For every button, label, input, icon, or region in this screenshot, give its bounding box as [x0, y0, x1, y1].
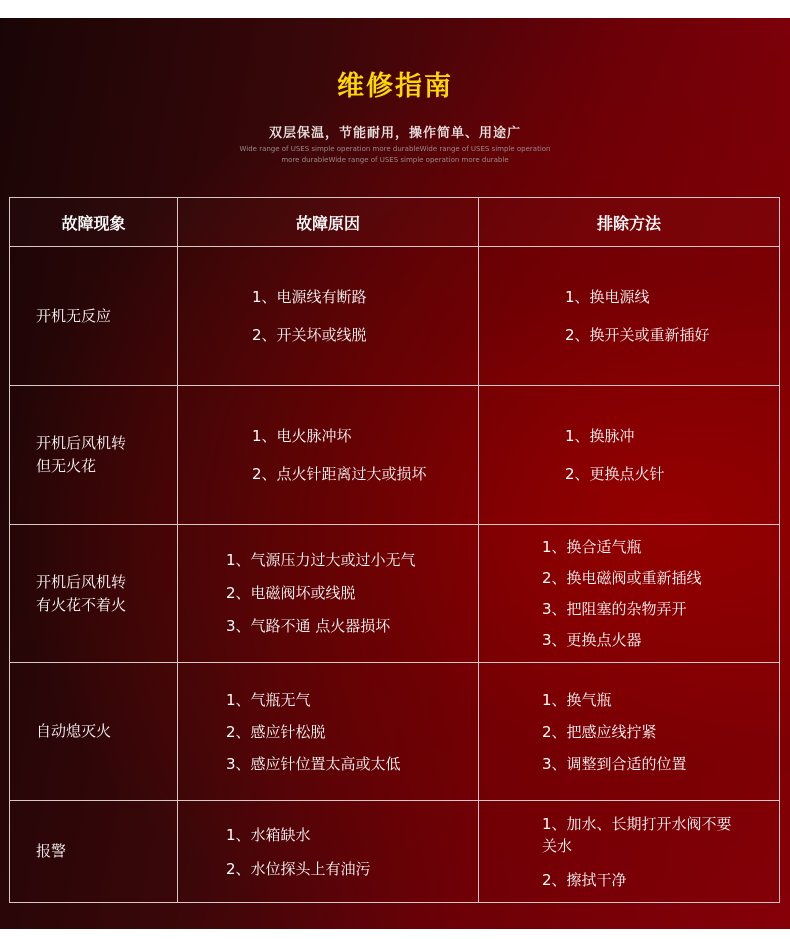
symptom-text: 开机后风机转 [36, 572, 127, 591]
solution-cell [479, 247, 780, 386]
table-row [10, 663, 780, 801]
solution-cell [479, 386, 780, 525]
cause-item: 2、开关坏或线脱 [252, 326, 367, 344]
table-row [10, 801, 780, 903]
repair-guide-table [9, 197, 780, 903]
solution-item: 2、换开关或重新插好 [565, 326, 710, 344]
symptom-text: 开机无反应 [36, 306, 112, 325]
cause-item: 2、水位探头上有油污 [226, 859, 371, 878]
cause-item: 1、电源线有断路 [252, 288, 367, 306]
cause-item: 3、气路不通 点火器损坏 [226, 617, 391, 635]
english-caption-line-1: Wide range of USES simple operation more durableWide range of USES simple operation [239, 145, 551, 153]
cause-cell [178, 386, 479, 525]
solution-item: 1、换电源线 [565, 288, 650, 306]
table-row [10, 386, 780, 525]
solution-item: 2、换电磁阀或重新插线 [542, 568, 702, 587]
solution-item: 1、换合适气瓶 [542, 537, 642, 556]
solution-item: 2、更换点火针 [565, 465, 665, 483]
symptom-text: 开机后风机转 [36, 434, 127, 452]
symptom-cell [10, 247, 178, 386]
table-row [10, 247, 780, 386]
cause-cell [178, 525, 479, 663]
header-symptom: 故障现象 [10, 198, 178, 247]
solution-cell [479, 663, 780, 801]
cause-item: 1、电火脉冲坏 [252, 427, 352, 445]
cause-item: 2、感应针松脱 [226, 722, 326, 741]
symptom-cell [10, 663, 178, 801]
solution-item: 3、把阻塞的杂物弄开 [542, 599, 687, 618]
cause-item: 1、气源压力过大或过小无气 [226, 551, 416, 569]
header-solution: 排除方法 [479, 198, 780, 247]
symptom-text: 有火花不着火 [36, 595, 127, 614]
solution-item: 1、加水、长期打开水阀不要 [542, 814, 732, 833]
symptom-cell [10, 801, 178, 903]
page-title: 维修指南 [337, 71, 453, 102]
solution-item: 2、把感应线拧紧 [542, 722, 657, 741]
cause-cell [178, 663, 479, 801]
table-header-row [10, 198, 780, 247]
cause-cell [178, 801, 479, 903]
header-cause: 故障原因 [178, 198, 479, 247]
page-subtitle: 双层保温，节能耐用，操作简单、用途广 [268, 126, 521, 141]
solution-item: 2、擦拭干净 [542, 870, 627, 889]
solution-cell [479, 525, 780, 663]
symptom-cell [10, 525, 178, 663]
cause-item: 1、气瓶无气 [226, 690, 311, 709]
solution-cell [479, 801, 780, 903]
cause-cell [178, 247, 479, 386]
poster-background [0, 18, 790, 929]
symptom-cell [10, 386, 178, 525]
english-caption-line-2: more durableWide range of USES simple operation more durable [281, 156, 509, 164]
symptom-text: 但无火花 [36, 457, 97, 475]
symptom-text: 自动熄灭火 [36, 722, 112, 740]
solution-item: 1、换气瓶 [542, 690, 612, 709]
solution-item: 3、更换点火器 [542, 630, 642, 649]
cause-item: 3、感应针位置太高或太低 [226, 754, 401, 773]
cause-item: 1、水箱缺水 [226, 825, 311, 844]
symptom-text: 报警 [36, 842, 67, 860]
solution-item: 关水 [542, 836, 573, 855]
cause-item: 2、点火针距离过大或损坏 [252, 465, 427, 483]
table-row [10, 525, 780, 663]
cause-item: 2、电磁阀坏或线脱 [226, 584, 356, 602]
solution-item: 1、换脉冲 [565, 427, 635, 445]
solution-item: 3、调整到合适的位置 [542, 754, 687, 773]
